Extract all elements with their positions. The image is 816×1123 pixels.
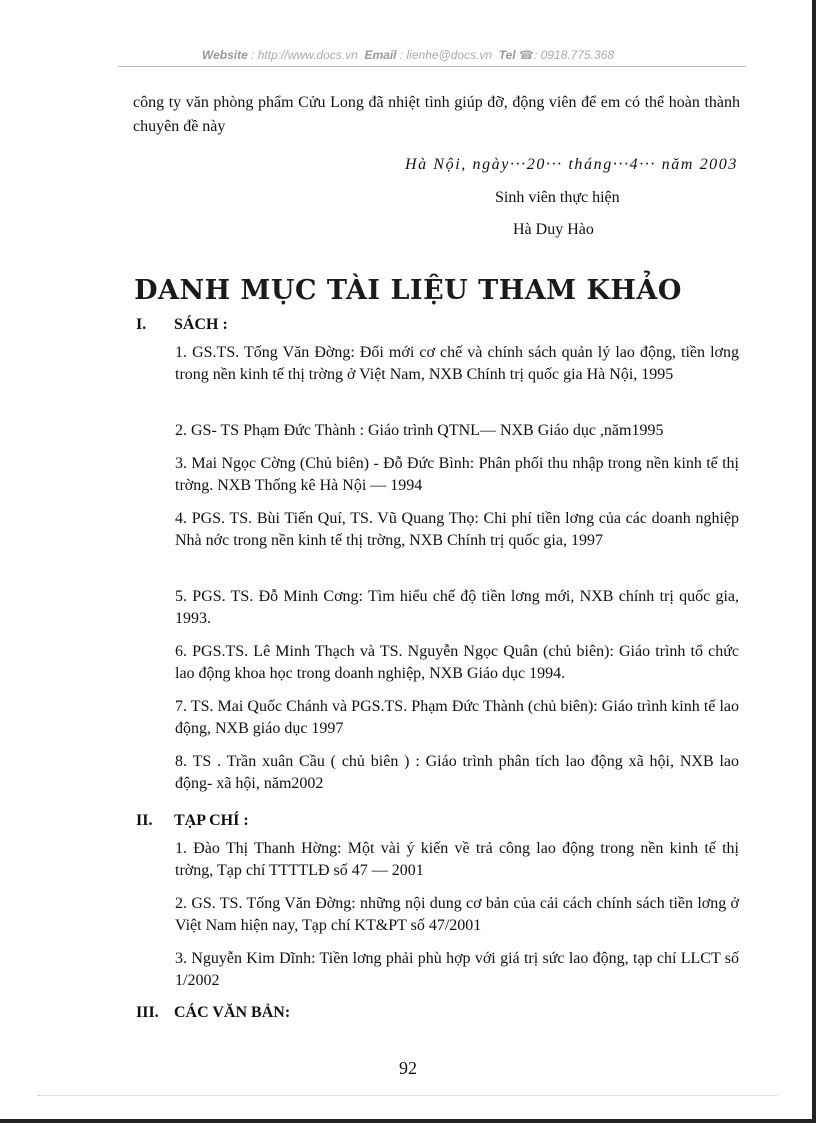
item-text: TS. Mai Quốc Chánh và PGS.TS. Phạm Đức Thành (chủ biên): Giáo trình kinh tế lao động, NXB giáo dục 1997 [175,698,739,737]
item-text: Mai Ngọc Cờng (Chủ biên) - Đỗ Đức Bình: Phân phối thu nhập trong nền kinh tế thị trờng. NXB Thống kê Hà Nội — 1994 [175,455,740,494]
item-number: 2. [175,422,187,439]
item-text: Nguyễn Kim Dĩnh: Tiền lơng phải phù hợp với giá trị sức lao động, tạp chí LLCT số 1/2002 [175,950,740,989]
item-text: TS . Trần xuân Cầu ( chủ biên ) : Giáo trình phân tích lao động xã hội, NXB lao động- xã hội, năm2002 [175,753,740,792]
list-item [175,751,739,795]
list-item [175,948,739,992]
list-item [175,586,739,630]
list-item [175,342,739,386]
list-item [175,641,739,685]
item-number: 1. [175,840,187,857]
item-text: GS- TS Phạm Đức Thành : Giáo trình QTNL— NXB Giáo dục ,năm1995 [191,422,664,439]
page-header [0,48,816,62]
item-text: PGS. TS. Đỗ Minh Cơng: Tìm hiểu chế độ tiền lơng mới, NXB chính trị quốc gia, 1993. [175,588,740,627]
item-text: Đào Thị Thanh Hờng: Một vài ý kiến về trả công lao động trong nền kinh tế thị trờng, Tạp chí TTTTLĐ số 47 — 2001 [175,840,739,879]
item-text: PGS. TS. Bùi Tiến Quí, TS. Vũ Quang Thọ: Chi phí tiền lơng của các doanh nghiệp Nhà nớc trong nền kinh tế thị trờng, NXB Chính trị quốc gia, 1997 [175,510,740,549]
section-number: III. [136,1004,159,1021]
item-number: 6. [175,643,187,660]
tel-value: : 0918.775.368 [533,48,615,62]
section-number: I. [136,316,147,333]
page-number: 92 [399,1058,417,1078]
section-number: II. [136,812,153,829]
signature-date: Hà Nội, ngày···20··· tháng···4··· năm 2003 [405,156,738,173]
footer-divider [38,1095,778,1096]
header-divider [118,66,746,67]
section-title: CÁC VĂN BẢN: [174,1004,291,1021]
item-text: PGS.TS. Lê Minh Thạch và TS. Nguyễn Ngọc Quân (chủ biên): Giáo trình tổ chức lao động khoa học trong doanh nghiệp, NXB Giáo dục 1994. [175,643,740,682]
item-number: 4. [175,510,187,527]
signature-role: Sinh viên thực hiện [495,189,620,206]
list-item [175,838,739,882]
intro-paragraph: công ty văn phòng phẩm Cửu Long đã nhiệt tình giúp đỡ, động viên để em có thể hoàn thành chuyên đề này [133,94,740,135]
section-heading-books [136,316,228,334]
list-item [175,508,739,552]
item-number: 1. [175,344,187,361]
section-title: SÁCH : [174,316,228,333]
website-label: Website [201,48,248,62]
item-number: 2. [175,895,187,912]
tel-label: Tel [498,48,516,62]
page-title: DANH MỤC TÀI LIỆU THAM KHẢO [134,275,682,306]
item-number: 3. [175,455,187,472]
item-number: 7. [175,698,187,715]
website-value: : http://www.docs.vn [251,48,358,62]
item-number: 3. [175,950,187,967]
list-item [175,453,739,497]
list-item [175,893,739,937]
section-title: TẠP CHÍ : [174,812,249,829]
email-value: : lienhe@docs.vn [399,48,493,62]
signature-name: Hà Duy Hào [513,221,594,238]
item-text: GS.TS. Tống Văn Đờng: Đổi mới cơ chế và chính sách quản lý lao động, tiền lơng trong nền kinh tế thị trờng ở Việt Nam, NXB Chính trị quốc gia Hà Nội, 1995 [175,344,740,383]
email-label: Email [364,48,397,62]
item-number: 5. [175,588,187,605]
item-number: 8. [175,753,187,770]
item-text: GS. TS. Tống Văn Đờng: những nội dung cơ bản của cải cách chính sách tiền lơng ở Việt Nam hiện nay, Tạp chí KT&PT số 47/2001 [175,895,740,934]
list-item [175,420,739,442]
section-heading-journals [136,812,249,830]
list-item [175,696,739,740]
phone-icon: ☎ [519,48,534,62]
section-heading-documents [136,1004,290,1022]
